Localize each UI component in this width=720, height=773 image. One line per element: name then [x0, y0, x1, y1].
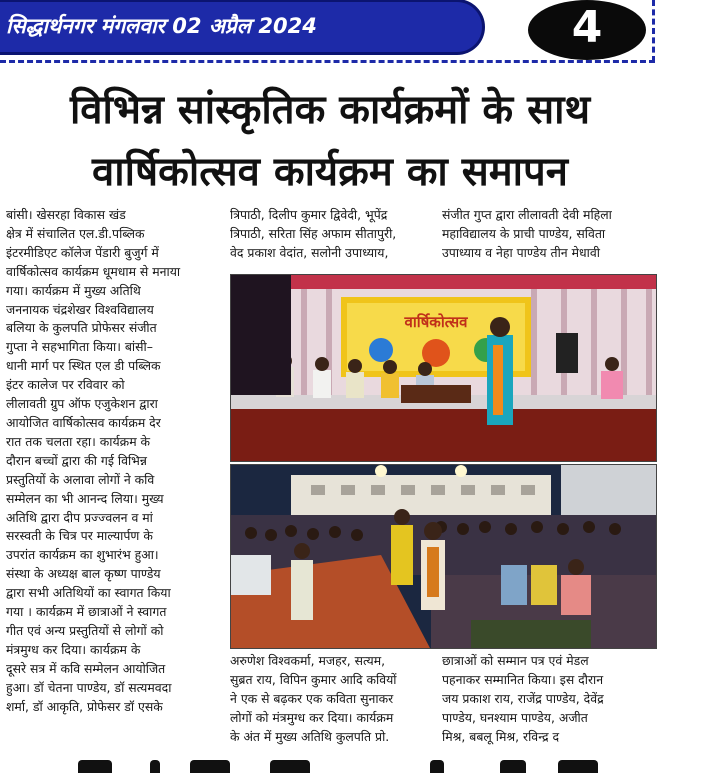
article-line: वार्षिकोत्सव कार्यक्रम धूमधाम से मनाया — [6, 263, 181, 279]
article-line: शर्मा, डॉ आकृति, प्रोफेसर डॉ एसके — [6, 698, 163, 714]
article-line: मिश्र, बबलू मिश्र, रविन्द्र द — [442, 728, 560, 744]
audience-photo — [230, 464, 657, 649]
article-line: लोगों को मंत्रमुग्ध कर दिया। कार्यक्रम — [230, 709, 394, 725]
article-line: पाण्डेय, घनश्याम पाण्डेय, अजीत — [442, 709, 588, 725]
article-line: पहनाकर सम्मानित किया। इस दौरान — [442, 671, 604, 687]
article-line: बांसी। खेसरहा विकास खंड — [6, 207, 126, 222]
article-line: क्षेत्र में संचालित एल.डी.पब्लिक — [6, 225, 145, 241]
header-divider — [0, 60, 655, 63]
article-line: महाविद्यालय के प्राची पाण्डेय, सविता — [442, 225, 606, 241]
article-line: मंत्रमुग्ध कर दिया। कार्यक्रम के — [6, 641, 141, 657]
article-line: प्रस्तुतियों के अलावा लोगों ने कवि — [6, 471, 155, 487]
article-line: लीलावती ग्रुप ऑफ एजुकेशन द्वारा — [6, 396, 158, 412]
article-line: जय प्रकाश राय, राजेंद्र पाण्डेय, देवेंद्र — [442, 690, 604, 706]
page-number-badge — [528, 0, 646, 60]
next-headline-cut — [0, 752, 660, 773]
dateline-banner — [0, 2, 482, 52]
article-column-2-top — [230, 206, 435, 263]
article-line: उपरांत कार्यक्रम का शुभारंभ हुआ। — [6, 547, 159, 563]
article-line: आयोजित वार्षिकोत्सव कार्यक्रम देर — [6, 414, 161, 430]
article-line: त्रिपाठी, दिलीप कुमार द्विवेदी, भूपेंद्र — [230, 207, 388, 222]
headline-line-2: वार्षिकोत्सव कार्यक्रम का समापन — [92, 149, 568, 195]
masthead-strip — [0, 0, 720, 62]
audience-photo-illustration — [231, 465, 657, 649]
article-line: के अंत में मुख्य अतिथि कुलपति प्रो. — [230, 728, 390, 744]
article-line: अरुणेश विश्वकर्मा, मजहर, सत्यम, — [230, 653, 386, 668]
article-line: संस्था के अध्यक्ष बाल कृष्ण पाण्डेय — [6, 566, 161, 582]
dateline-text: सिद्धार्थनगर मंगलवार 02 अप्रैल 2024 — [6, 14, 317, 38]
page-border — [652, 0, 658, 62]
article-line: छात्राओं को सम्मान पत्र एवं मेडल — [442, 653, 589, 668]
article-line: ने एक से बढ़कर एक कविता सुनाकर — [230, 690, 394, 706]
stage-photo — [230, 274, 657, 462]
article-line: अतिथि द्वारा दीप प्रज्ज्वलन व मां — [6, 509, 153, 525]
article-line: बलिया के कुलपति प्रोफेसर संजीत — [6, 320, 157, 336]
page-number: 4 — [571, 2, 603, 53]
article-line: उपाध्याय व नेहा पाण्डेय तीन मेधावी — [442, 244, 600, 260]
article-line: गीत एवं अन्य प्रस्तुतियों से लोगों को — [6, 622, 164, 638]
article-line: सम्मेलन का भी आनन्द लिया। मुख्य — [6, 490, 164, 506]
article-line: वेद प्रकाश वेदांत, सलोनी उपाध्याय, — [230, 244, 389, 260]
article-column-3-top — [442, 206, 657, 263]
article-column-1 — [6, 206, 220, 716]
article-line: गया। कार्यक्रम में मुख्य अतिथि — [6, 282, 141, 298]
article-line: जननायक चंद्रशेखर विश्वविद्यालय — [6, 301, 154, 317]
article-line: दौरान बच्चों द्वारा की गई विभिन्न — [6, 452, 147, 468]
article-line: गुप्ता ने सहभागिता किया। बांसी– — [6, 339, 153, 355]
headline-line-1: विभिन्न सांस्कृतिक कार्यक्रमों के साथ — [69, 87, 591, 133]
article-line: इंटर कालेज पर रविवार को — [6, 377, 125, 393]
article-line: गया । कार्यक्रम में छात्राओं ने स्वागत — [6, 604, 167, 620]
article-line: संजीत गुप्त द्वारा लीलावती देवी महिला — [442, 207, 612, 222]
article-line: रात तक चलता रहा। कार्यक्रम के — [6, 433, 151, 449]
article-line: द्वारा सभी अतिथियों का स्वागत किया — [6, 585, 171, 601]
stage-photo-illustration — [231, 275, 657, 462]
article-column-2-bottom — [230, 652, 435, 747]
article-line: सरस्वती के चित्र पर माल्यार्पण के — [6, 528, 153, 544]
stage-banner-text: वार्षिकोत्सव — [404, 313, 468, 331]
article-line: दूसरे सत्र में कवि सम्मेलन आयोजित — [6, 660, 166, 676]
article-column-3-bottom — [442, 652, 657, 747]
article-line: हुआ। डॉ चेतना पाण्डेय, डॉ सत्यमवदा — [6, 679, 172, 695]
article-line: त्रिपाठी, सरिता सिंह अफाम सीतापुरी, — [230, 225, 397, 241]
article-line: सुब्रत राय, विपिन कुमार आदि कवियों — [230, 671, 397, 687]
article-line: धानी मार्ग पर स्थित एल डी पब्लिक — [6, 358, 161, 374]
article-line: इंटरमीडिएट कॉलेज पेंडारी बुजुर्ग में — [6, 244, 159, 260]
